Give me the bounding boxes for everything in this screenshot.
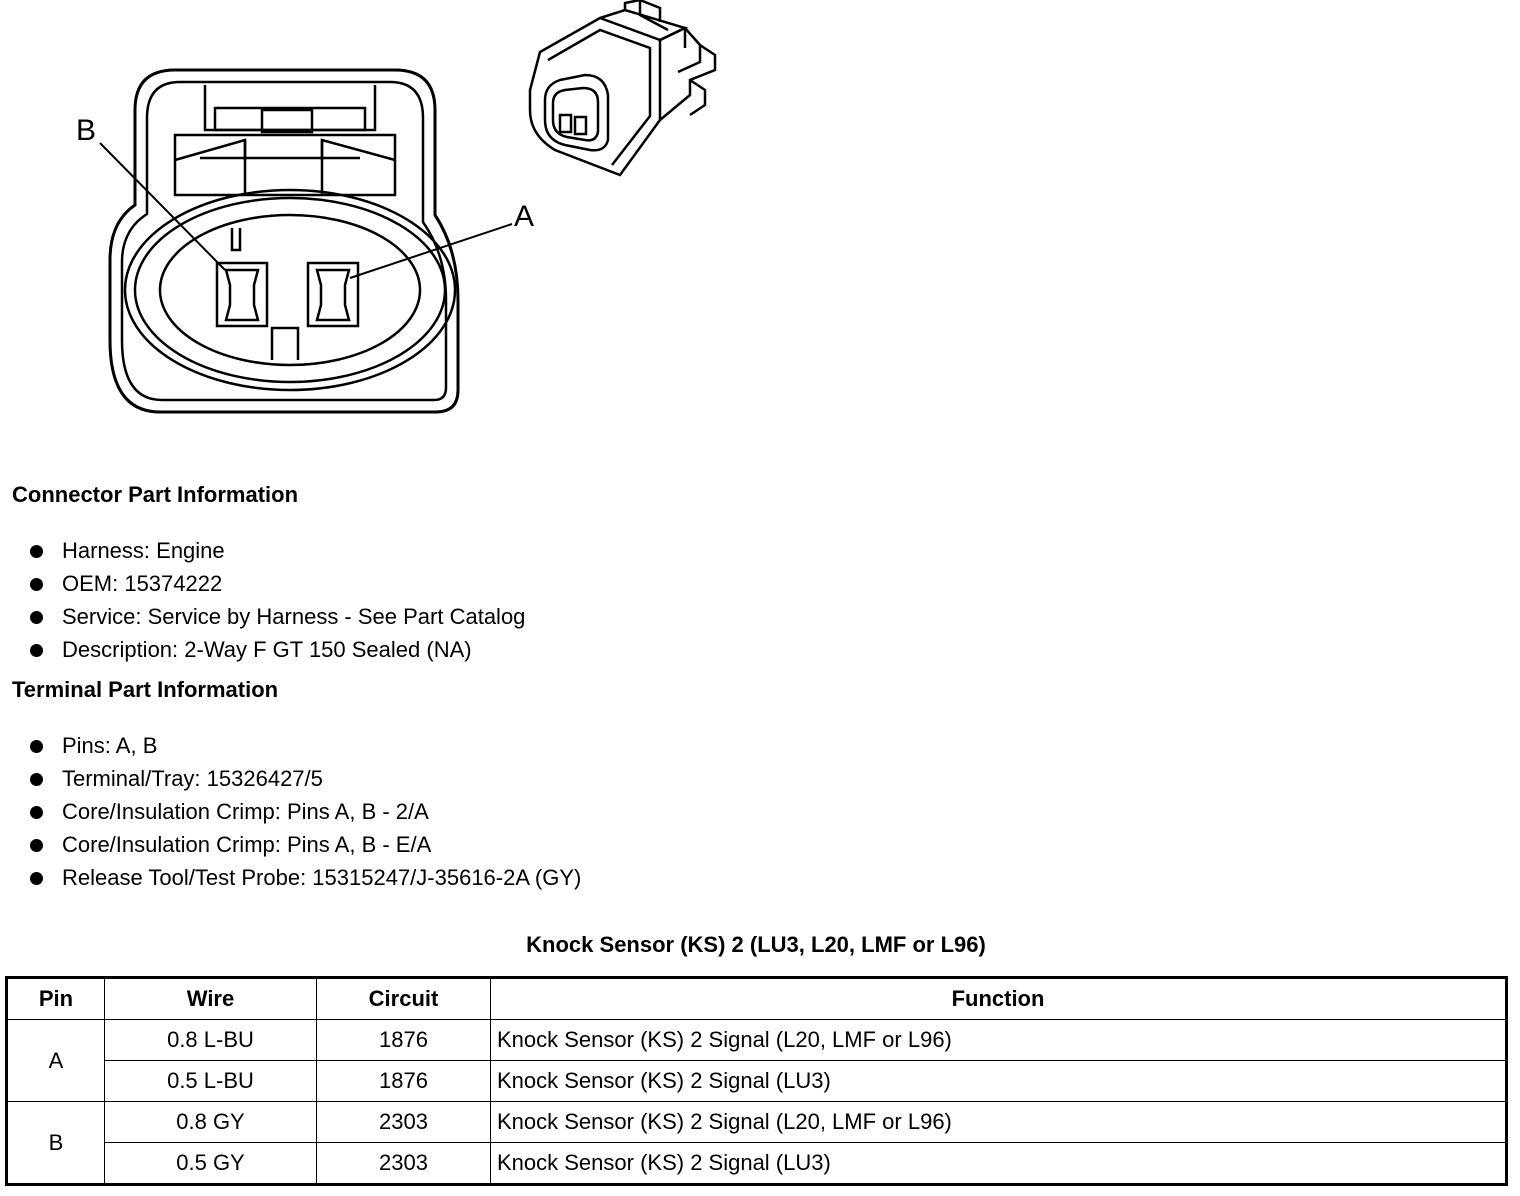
wire-cell: 0.5 L-BU [105,1061,317,1102]
table-row [7,1020,1507,1061]
pin-cell: A [7,1020,105,1102]
terminal-info-title: Terminal Part Information [12,677,279,702]
connector-diagram [0,0,760,440]
list-item: Service: Service by Harness - See Part Catalog [30,600,525,633]
function-cell: Knock Sensor (KS) 2 Signal (L20, LMF or L96) [491,1102,1507,1143]
list-item: Harness: Engine [30,534,525,567]
function-cell: Knock Sensor (KS) 2 Signal (LU3) [491,1061,1507,1102]
circuit-cell: 2303 [317,1143,491,1185]
header-pin: Pin [7,978,105,1020]
table-header-row [7,978,1507,1020]
pin-cell: B [7,1102,105,1185]
terminal-info-list [30,729,581,894]
list-item: Core/Insulation Crimp: Pins A, B - E/A [30,828,581,861]
table-row [7,1143,1507,1185]
connector-info-title: Connector Part Information [12,482,299,507]
table-row [7,1102,1507,1143]
list-item: Release Tool/Test Probe: 15315247/J-35616-2A (GY) [30,861,581,894]
list-item: Pins: A, B [30,729,581,762]
pin-b-label: B [76,114,97,147]
pin-table [5,976,1508,1186]
table-row [7,1061,1507,1102]
pin-a-label: A [514,200,535,233]
circuit-cell: 1876 [317,1061,491,1102]
connector-iso-view [530,0,715,175]
wire-cell: 0.5 GY [105,1143,317,1185]
list-item: Core/Insulation Crimp: Pins A, B - 2/A [30,795,581,828]
circuit-cell: 2303 [317,1102,491,1143]
header-function: Function [491,978,1507,1020]
wire-cell: 0.8 L-BU [105,1020,317,1061]
header-circuit: Circuit [317,978,491,1020]
connector-face-view [100,70,512,412]
function-cell: Knock Sensor (KS) 2 Signal (LU3) [491,1143,1507,1185]
pin-table-title: Knock Sensor (KS) 2 (LU3, L20, LMF or L96) [526,932,986,957]
list-item: Terminal/Tray: 15326427/5 [30,762,581,795]
function-cell: Knock Sensor (KS) 2 Signal (L20, LMF or L96) [491,1020,1507,1061]
connector-info-list [30,534,525,666]
header-wire: Wire [105,978,317,1020]
wire-cell: 0.8 GY [105,1102,317,1143]
circuit-cell: 1876 [317,1020,491,1061]
list-item: OEM: 15374222 [30,567,525,600]
list-item: Description: 2-Way F GT 150 Sealed (NA) [30,633,525,666]
